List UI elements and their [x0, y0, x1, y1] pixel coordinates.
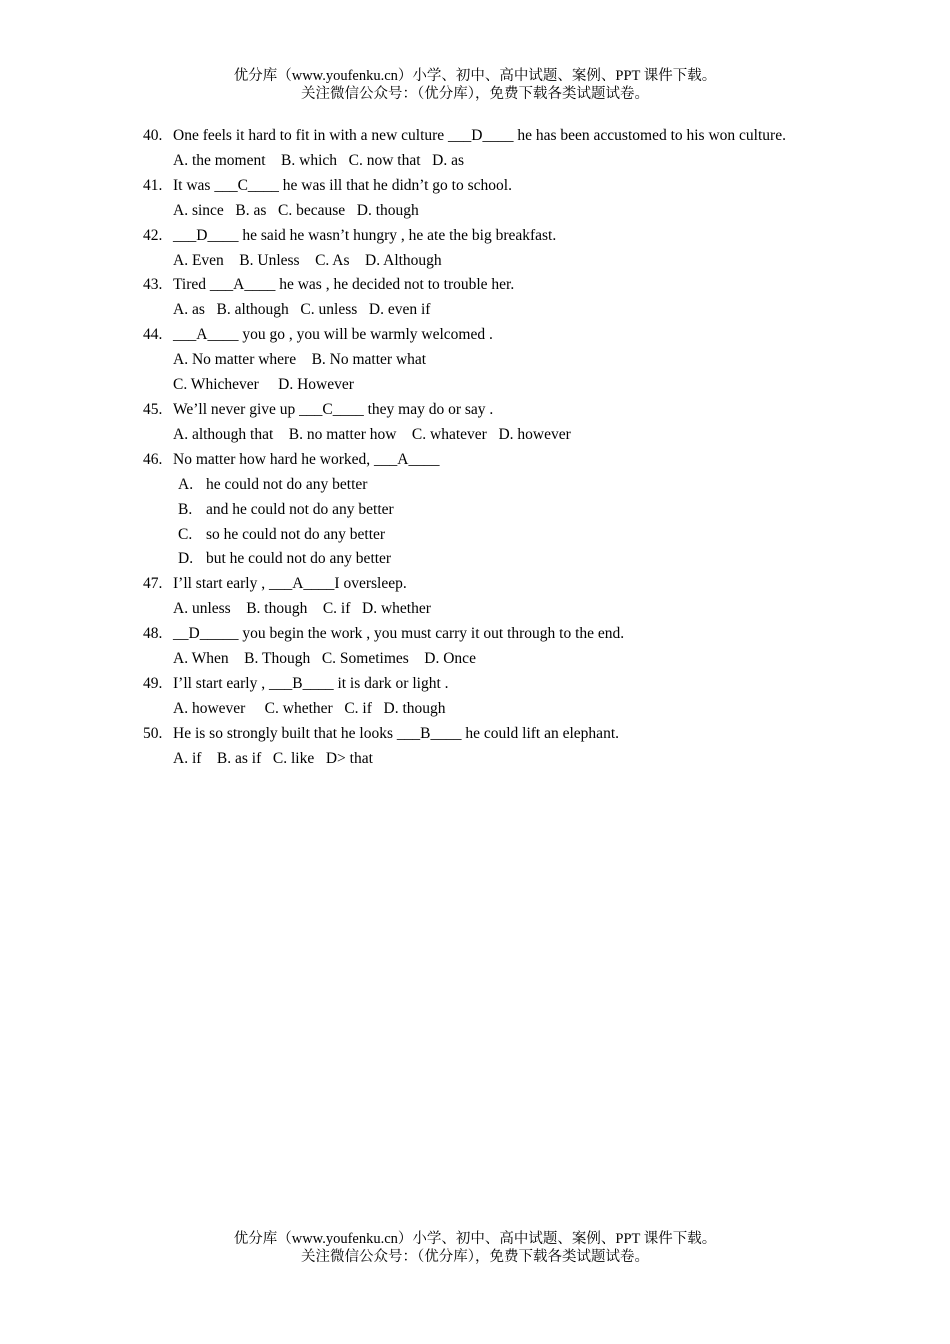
question-42 [143, 224, 806, 249]
question-number: 42. [143, 226, 163, 244]
question-number: 40. [143, 127, 163, 144]
question-number: 44. [143, 326, 163, 344]
question-43 [143, 273, 806, 298]
question-47 [143, 572, 806, 597]
question-number: 50. [143, 724, 163, 742]
question-options: A. however C. whether C. if D. though [173, 699, 446, 717]
footer-line-1: 优分库（www.youfenku.cn）小学、初中、高中试题、案例、PPT 课件下载。 [233, 1231, 717, 1247]
question-48 [143, 622, 806, 647]
question-options: A. the moment B. which C. now that D. as [173, 151, 465, 169]
page-footer [0, 1230, 950, 1266]
question-options: A. as B. although C. unless D. even if [173, 301, 431, 319]
question-40 [143, 124, 806, 149]
question-44 [143, 323, 806, 348]
question-41 [143, 174, 806, 199]
option-letter: A. [178, 475, 194, 493]
question-text: He is so strongly built that he looks ___B____ he could lift an elephant. [173, 724, 619, 742]
question-text: It was ___C____ he was ill that he didn’t go to school. [173, 176, 512, 194]
option-letter: D. [178, 550, 194, 568]
question-number: 46. [143, 450, 163, 468]
question-text: Tired ___A____ he was , he decided not to trouble her. [173, 276, 515, 294]
question-options: A. although that B. no matter how C. whatever D. however [173, 425, 571, 443]
option-item [143, 523, 806, 548]
question-number: 47. [143, 575, 163, 593]
question-text: I’ll start early , ___B____ it is dark or light . [173, 674, 449, 692]
question-list [143, 124, 806, 772]
question-options: A. since B. as C. because D. though [173, 201, 419, 219]
question-text: __D_____ you begin the work , you must carry it out through to the end. [173, 625, 625, 643]
question-text: No matter how hard he worked, ___A____ [173, 450, 440, 468]
option-text: and he could not do any better [206, 500, 394, 518]
question-46 [143, 448, 806, 473]
header-line-1: 优分库（www.youfenku.cn）小学、初中、高中试题、案例、PPT 课件下载。 [233, 68, 717, 84]
footer-line-2: 关注微信公众号：（优分库），免费下载各类试题试卷。 [301, 1249, 649, 1265]
header-line-2: 关注微信公众号：（优分库），免费下载各类试题试卷。 [301, 86, 649, 102]
question-options: A. Even B. Unless C. As D. Although [173, 251, 442, 269]
question-options-line-2: C. Whichever D. However [173, 376, 354, 394]
question-number: 49. [143, 674, 163, 692]
option-item [143, 473, 806, 498]
question-options: A. unless B. though C. if D. whether [173, 600, 431, 618]
question-number: 41. [143, 176, 163, 194]
question-number: 45. [143, 400, 163, 418]
question-options: A. No matter where B. No matter what [173, 351, 427, 369]
question-options: A. if B. as if C. like D> that [173, 749, 373, 767]
question-text: ___D____ he said he wasn’t hungry , he ate the big breakfast. [173, 226, 557, 244]
question-49 [143, 672, 806, 697]
option-item [143, 498, 806, 523]
option-letter: C. [178, 525, 193, 543]
question-45 [143, 398, 806, 423]
question-options: A. When B. Though C. Sometimes D. Once [173, 650, 476, 668]
option-text: so he could not do any better [206, 525, 386, 543]
question-text: We’ll never give up ___C____ they may do or say . [173, 400, 494, 418]
option-letter: B. [178, 500, 193, 518]
question-number: 48. [143, 625, 163, 643]
question-text: One feels it hard to fit in with a new culture ___D____ he has been accustomed to his won culture. [173, 127, 786, 144]
question-text: ___A____ you go , you will be warmly welcomed . [173, 326, 493, 344]
question-text: I’ll start early , ___A____I oversleep. [173, 575, 407, 593]
option-text: he could not do any better [206, 475, 368, 493]
page-header [0, 67, 950, 103]
option-text: but he could not do any better [206, 550, 392, 568]
option-item [143, 547, 806, 572]
question-50 [143, 722, 806, 747]
question-number: 43. [143, 276, 163, 294]
